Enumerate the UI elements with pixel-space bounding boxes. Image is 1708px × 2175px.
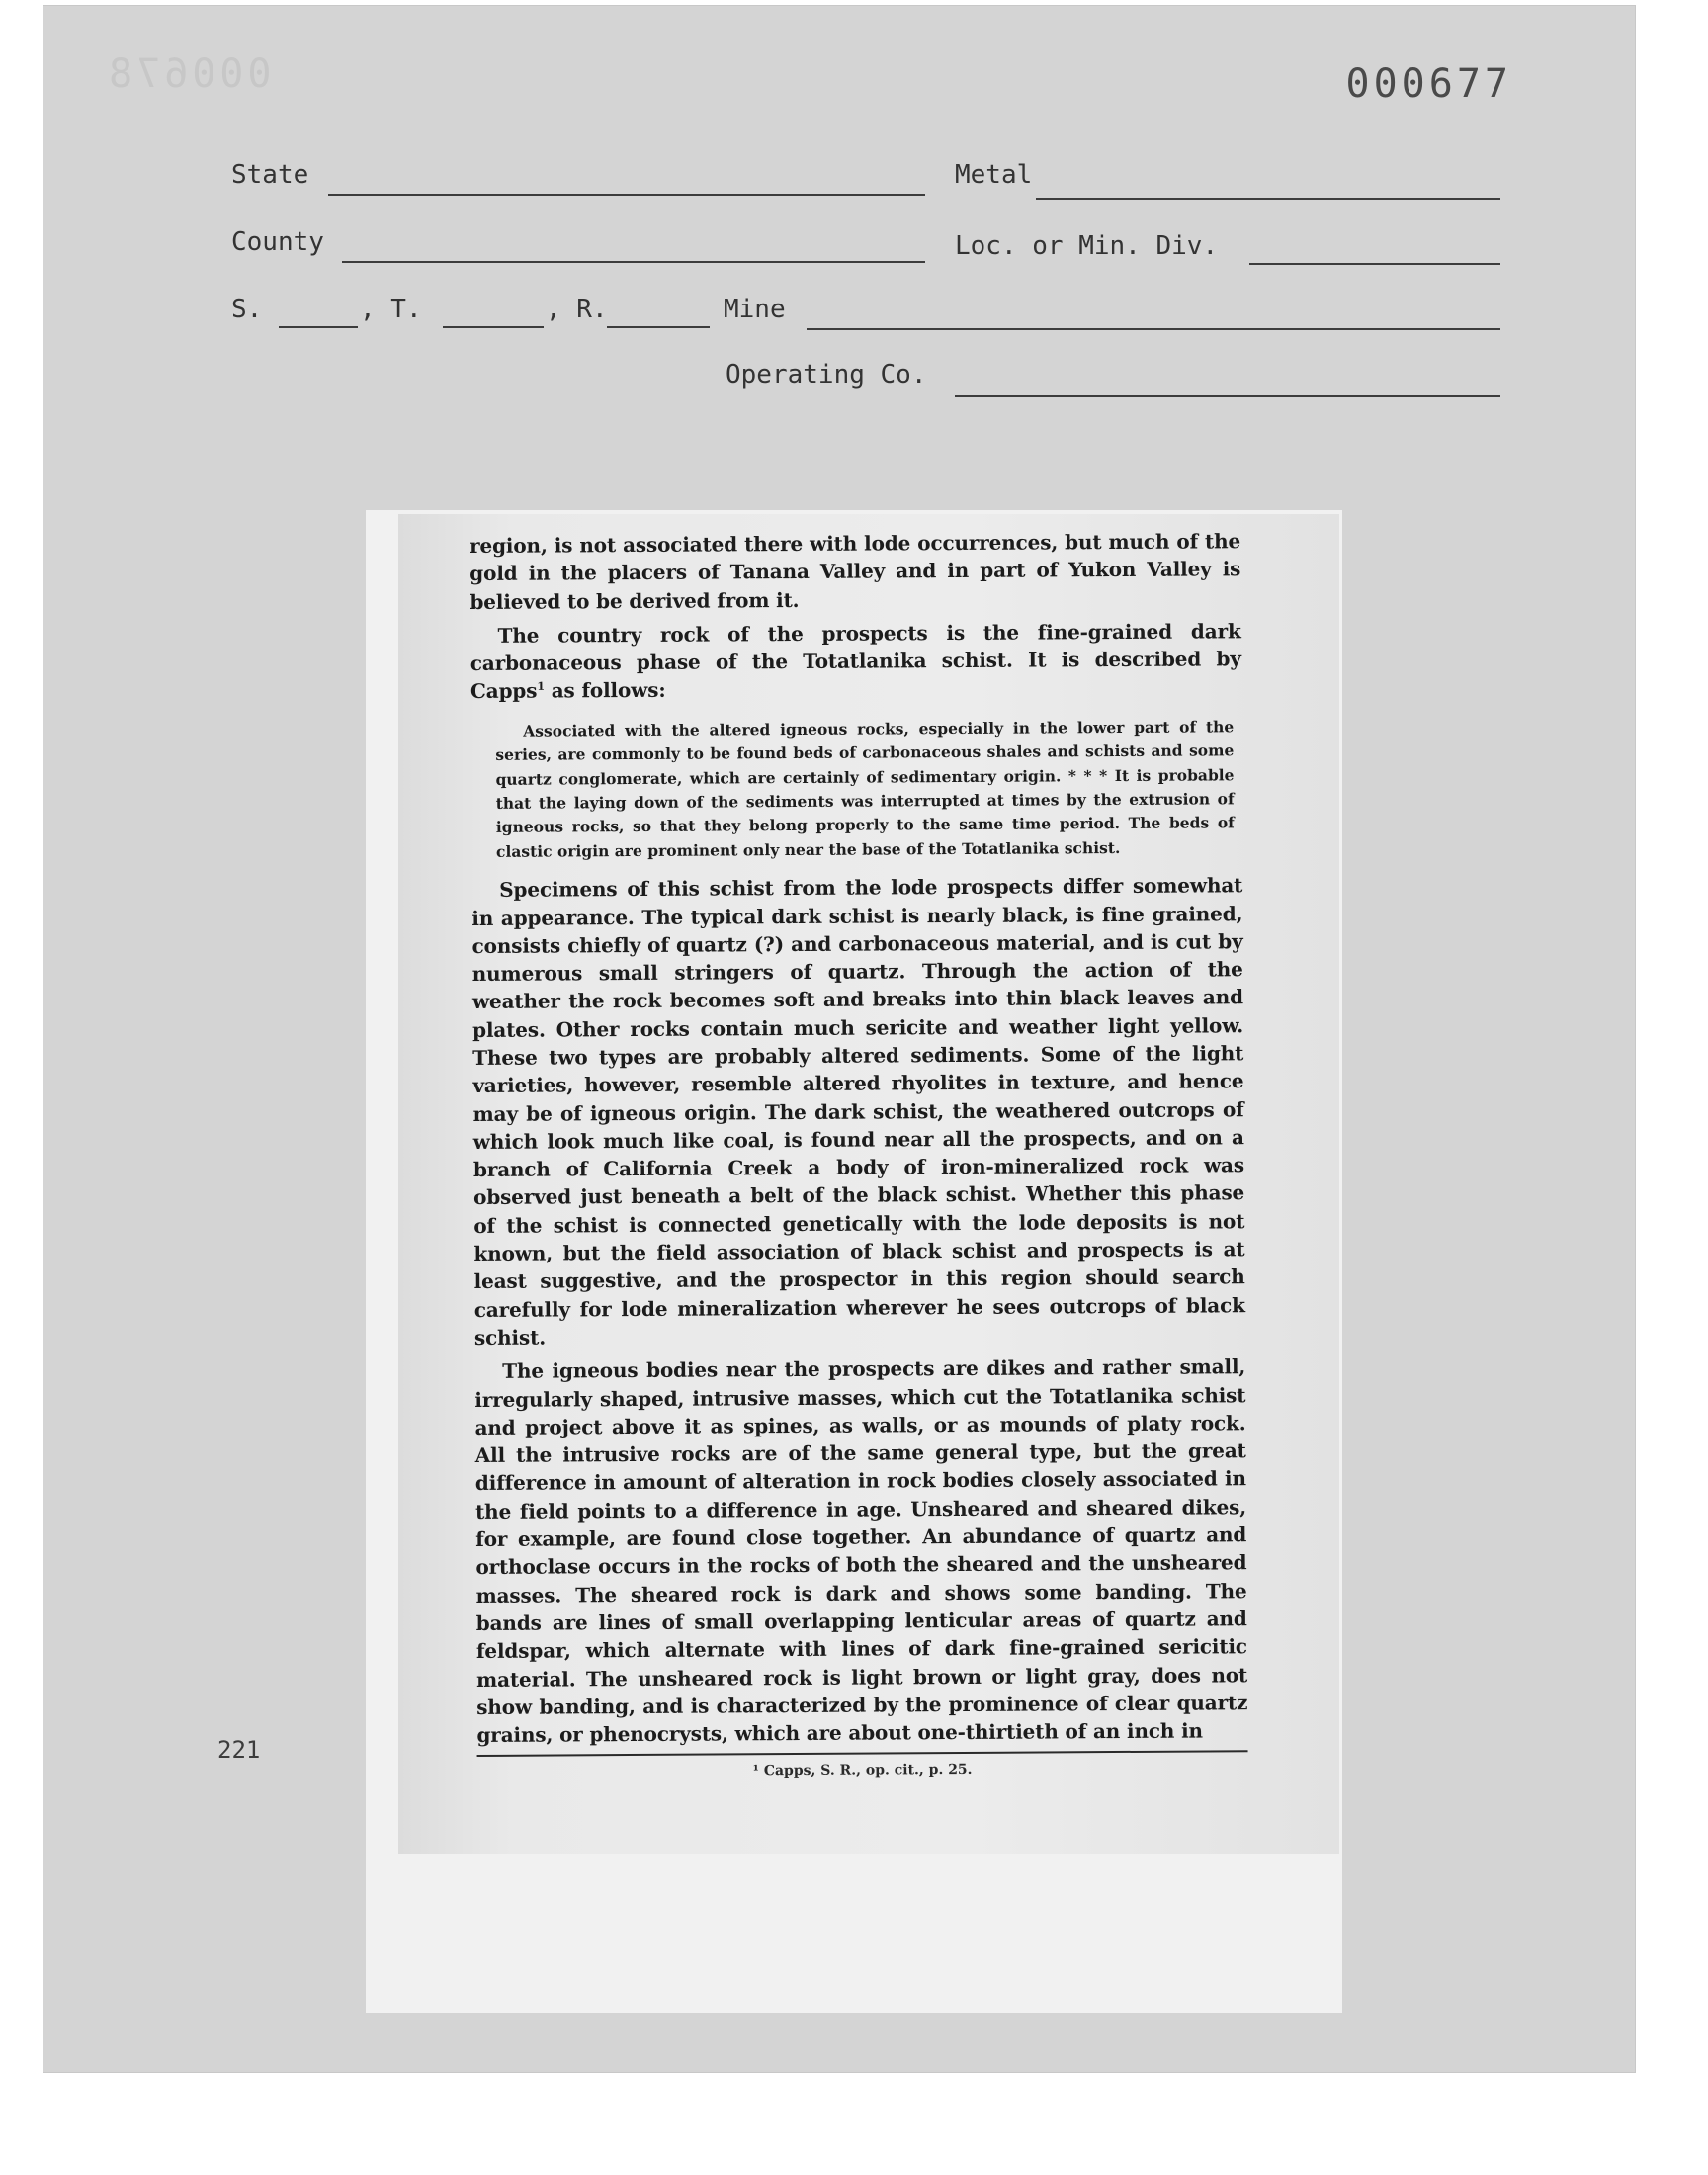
loc-min-div-label: Loc. or Min. Div.: [955, 231, 1219, 261]
footnote: ¹ Capps, S. R., op. cit., p. 25.: [752, 1762, 973, 1780]
operating-co-label: Operating Co.: [726, 360, 927, 390]
range-field-line: [607, 326, 710, 328]
printed-page-text: [470, 527, 1248, 1781]
metal-field-line: [1036, 198, 1500, 200]
page-number: 221: [217, 1736, 261, 1764]
township-field-line: [443, 326, 544, 328]
state-field-line: [328, 194, 925, 196]
county-field-line: [342, 261, 925, 263]
paragraph-2: [470, 617, 1242, 706]
bleed-through-card-number: 000678: [105, 51, 272, 97]
section-label: S.: [231, 295, 263, 324]
section-field-line: [279, 326, 358, 328]
operating-co-field-line: [955, 395, 1500, 397]
paragraph-4: The igneous bodies near the prospects are dikes and rather small, irregularly shaped, intrusive masses, which cut the Totatlanika schist and project above it as spines, as walls, or as mounds of platy rock. All the intrusive rocks are of the same general type, but the great difference in amount of alteration in rock bodies closely associated in the field points to a difference in age. Unsheared and sheared dikes, for example, are found close together. An abundance of quartz and orthoclase occurs in the rocks of both the sheared and the unsheared masses. The sheared rock is dark and shows some banding. The bands are lines of small overlapping lenticular areas of quartz and feldspar, which alternate with lines of dark fine-grained sericitic material. The unsheared rock is light brown or light gray, does not show banding, and is characterized by the prominence of clear quartz grains, or phenocrysts, which are about one-thirtieth of an inch in: [474, 1354, 1248, 1748]
county-label: County: [231, 227, 324, 257]
loc-min-div-field-line: [1249, 263, 1500, 265]
paragraph-1: region, is not associated there with lode occurrences, but much of the gold in the placers of Tanana Valley and in part of Yukon Valley is believed to be derived from it.: [470, 529, 1241, 614]
range-label: , R.: [546, 295, 608, 324]
paragraph-3: Specimens of this schist from the lode prospects differ somewhat in appearance. The typical dark schist is nearly black, is fine grained, consists chiefly of quartz (?) and carbonaceous material, and is cut by numerous small stringers of quartz. Through the action of the weather the rock becomes soft and breaks into thin black leaves and plates. Other rocks contain much sericite and weather light yellow. These two types are probably altered sediments. Some of the light varieties, however, resemble altered rhyolites in texture, and hence may be of igneous origin. The dark schist, the weathered outcrops of which look much like coal, is found near all the prospects, and on a branch of California Creek a body of iron-mineralized rock was observed just beneath a belt of the black schist. Whether this phase of the schist is connected genetically with the lode deposits is not known, but the field association of black schist and prospects is at least suggestive, and the prospector in this region should search carefully for lode mineralization wherever he sees outcrops of black schist.: [471, 873, 1245, 1349]
state-label: State: [231, 160, 309, 190]
township-label: , T.: [360, 295, 422, 324]
paragraph-2-text: The country rock of the prospects is the fine-grained dark carbonaceous phase of the Totatlanika schist. It is described by Capps: [470, 619, 1241, 704]
footnote-reference: 1: [537, 680, 545, 694]
paragraph-2-end: as follows:: [544, 678, 666, 704]
card-number: 000677: [1345, 61, 1512, 107]
mine-field-line: [807, 328, 1500, 330]
footnote-rule: [477, 1751, 1248, 1758]
block-quote: Associated with the altered igneous rocks, especially in the lower part of the series, are commonly to be found beds of carbonaceous shales and schists and some quartz conglomerate, which are certainly of sedimentary origin. * * * It is probable that the laying down of the sediments was interrupted at times by the extrusion of igneous rocks, so that they belong properly to the same time period. The beds of clastic origin are prominent only near the base of the Totatlanika schist.: [495, 717, 1235, 861]
mine-label: Mine: [724, 295, 786, 324]
metal-label: Metal: [955, 160, 1033, 190]
